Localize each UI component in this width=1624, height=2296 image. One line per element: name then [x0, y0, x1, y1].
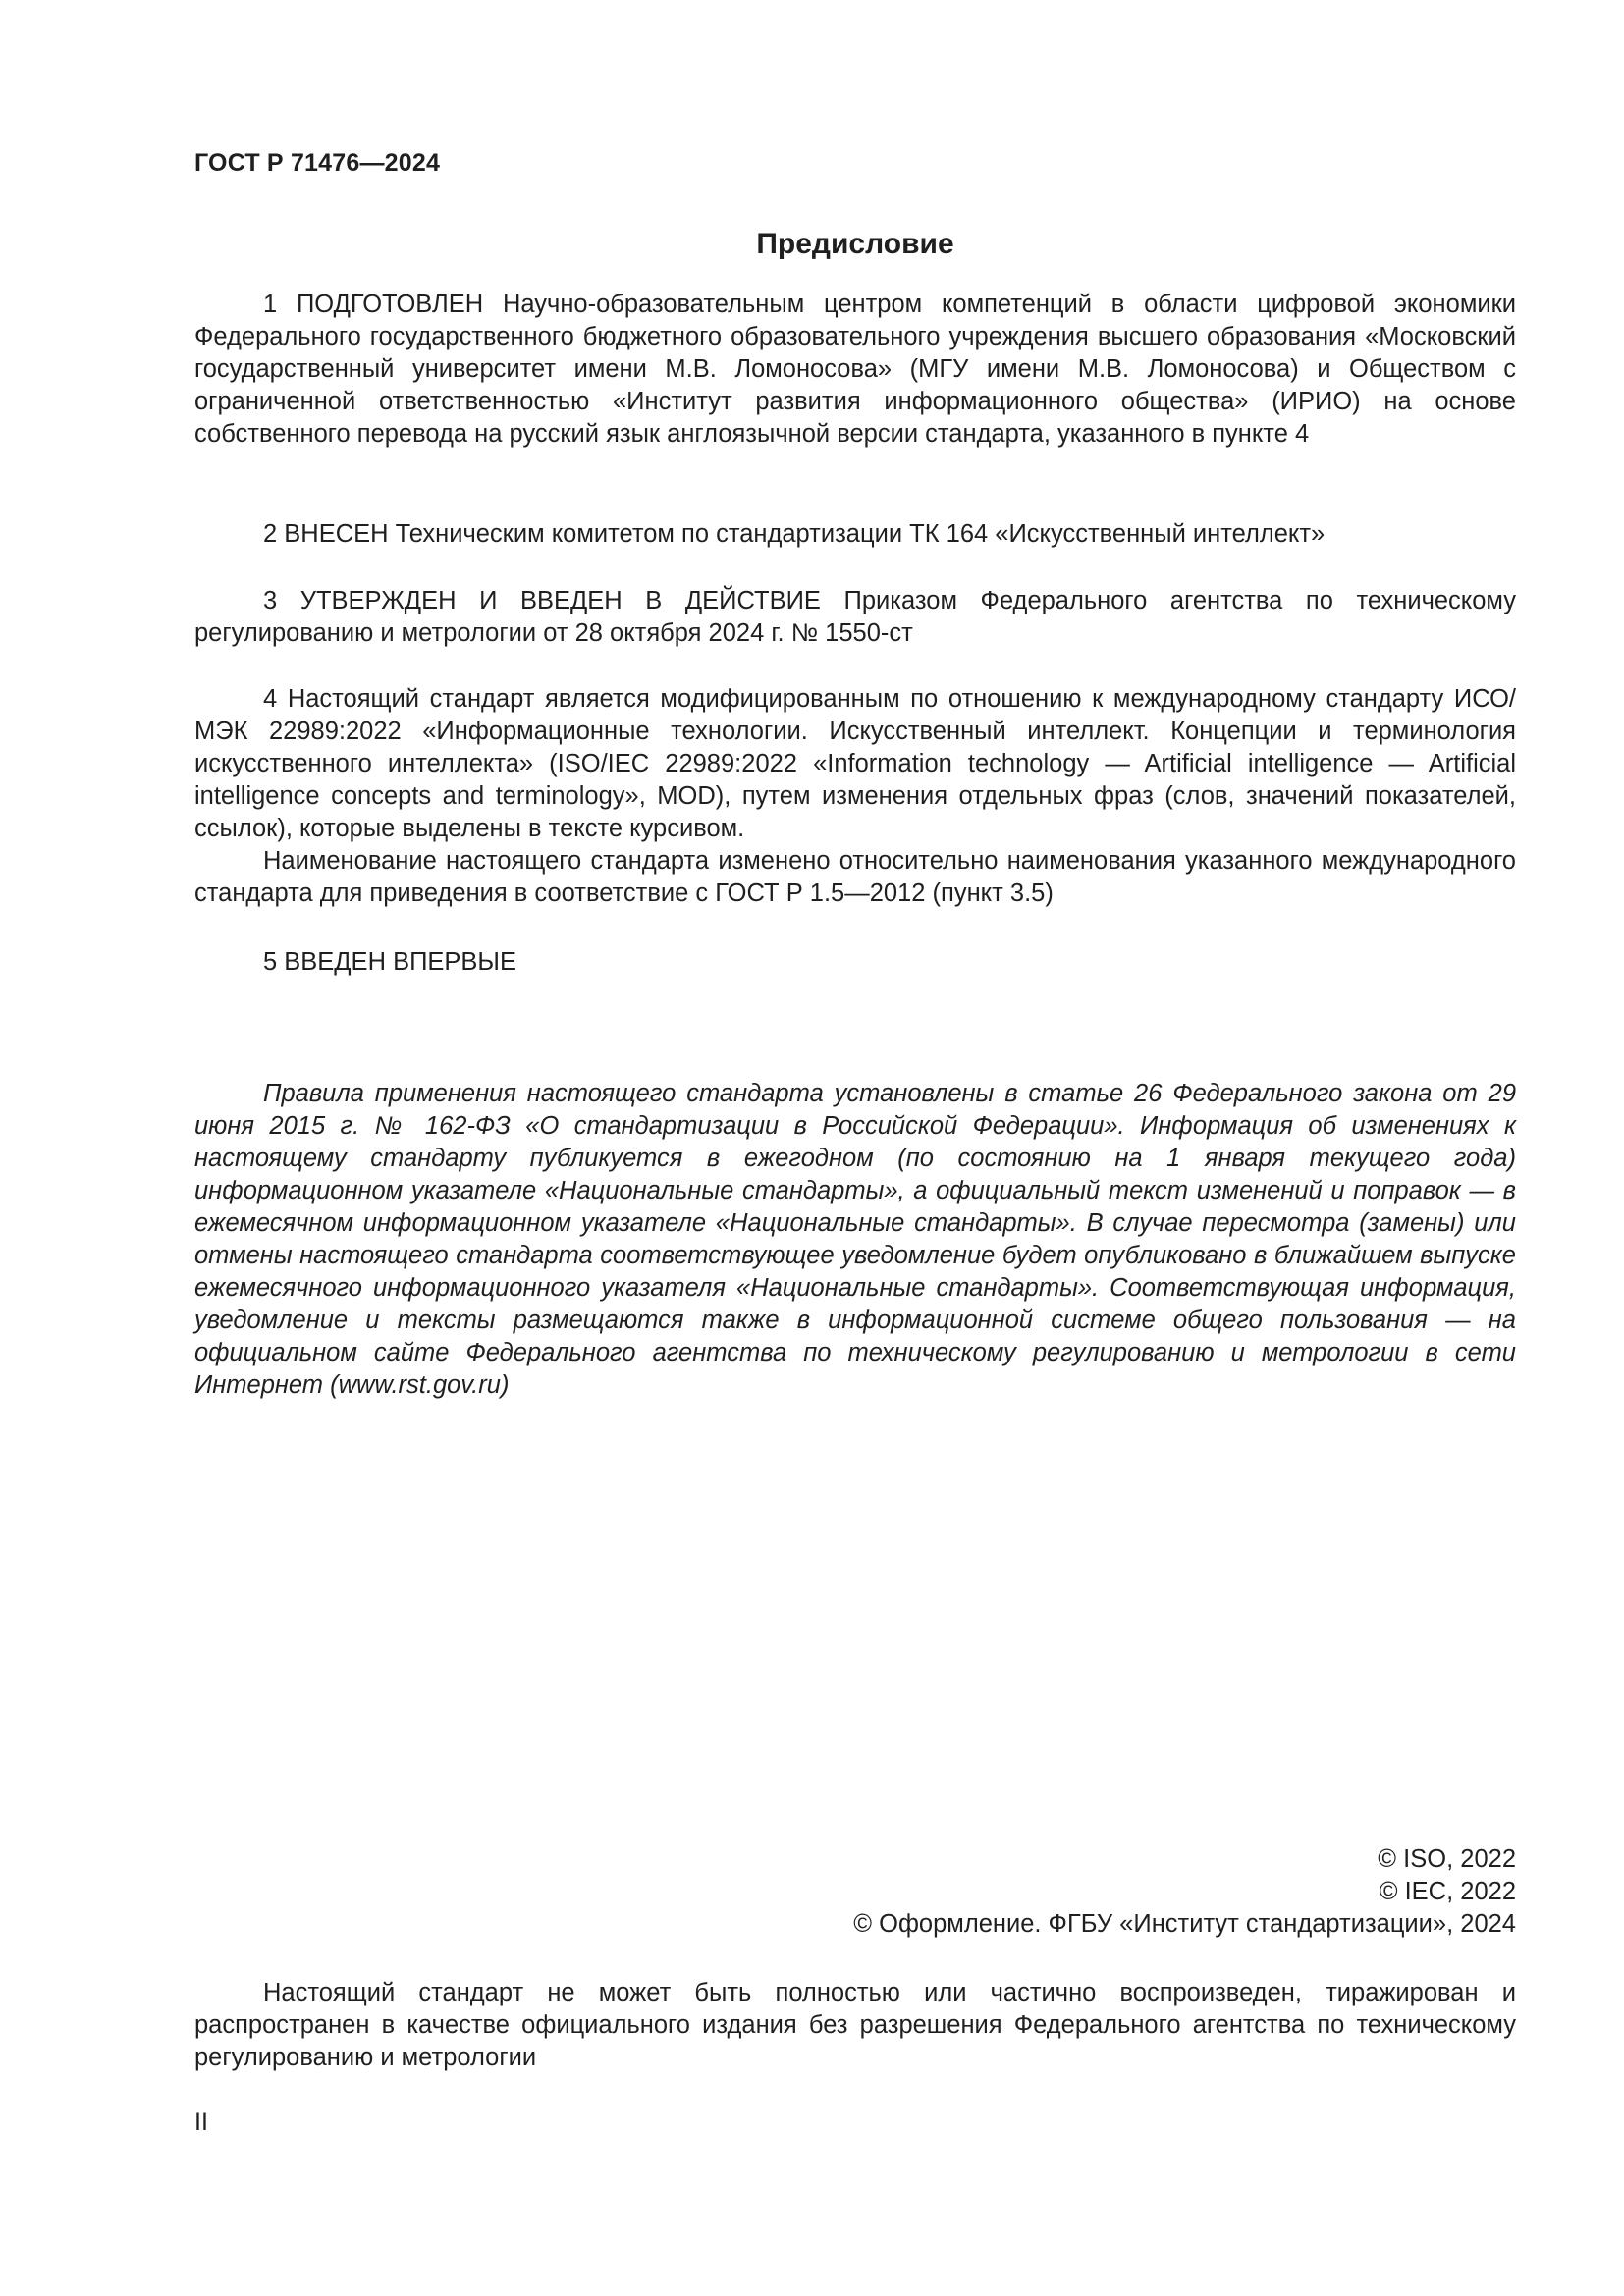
- application-rules-notice: [194, 1078, 1516, 1402]
- section-name-changed-text: Наименование настоящего стандарта изменено относительно наименования указанного международного стандарта для приведения в соответствие с ГОСТ Р 1.5—2012 (пункт 3.5): [194, 847, 1516, 907]
- section-approved-text: 3 УТВЕРЖДЕН И ВВЕДЕН В ДЕЙСТВИЕ Приказом Федерального агентства по техническому регулированию и метрологии от 28 октября 2024 г. № 1550-ст: [194, 587, 1516, 647]
- reproduction-notice-text: Настоящий стандарт не может быть полностью или частично воспроизведен, тиражирован и распространен в качестве официального издания без разрешения Федерального агентства по техническому регулированию и метрологии: [194, 1979, 1516, 2071]
- section-approved: [194, 585, 1516, 650]
- section-modified-text: 4 Настоящий стандарт является модифицированным по отношению к международному стандарту ИСО/МЭК 22989:2022 «Информационные технологии. Искусственный интеллект. Концепции и терминология искусственного интеллекта» (ISO/IEC 22989:2022 «Information technology — Artificial intelligence — Artificial intelligence concepts and terminology», MOD), путем изменения отдельных фраз (слов, значений показателей, ссылок), которые выделены в тексте курсивом.: [194, 685, 1516, 842]
- section-introduced: [194, 946, 1516, 979]
- section-modified: [194, 683, 1516, 910]
- copyright-block: [853, 1843, 1516, 1941]
- section-prepared: [194, 289, 1516, 451]
- application-rules-text: Правила применения настоящего стандарта установлены в статье 26 Федерального закона от 29 июня 2015 г. № 162-ФЗ «О стандартизации в Российской Федерации». Информация об изменениях к настоящему стандарту публикуется в ежегодном (по состоянию на 1 января текущего года) информационном указателе «Национальные стандарты», а официальный текст изменений и поправок — в ежемесячном информационном указателе «Национальные стандарты». В случае пересмотра (замены) или отмены настоящего стандарта соответствующее уведомление будет опубликовано в ближайшем выпуске ежемесячного информационного указателя «Национальные стандарты». Соответствующая информация, уведомление и тексты размещаются также в информационной системе общего пользования — на официальном сайте Федерального агентства по техническому регулированию и метрологии в сети Интернет (www.rst.gov.ru): [194, 1080, 1516, 1399]
- section-prepared-text: 1 ПОДГОТОВЛЕН Научно-образовательным центром компетенций в области цифровой экономики Федерального государственного бюджетного образовательного учреждения высшего образования «Московский государственный университет имени М.В. Ломоносова» (МГУ имени М.В. Ломоносова) и Обществом с ограниченной ответственностью «Институт развития информационного общества» (ИРИО) на основе собственного перевода на русский язык англоязычной версии стандарта, указанного в пункте 4: [194, 291, 1516, 448]
- page-title: Предисловие: [756, 228, 954, 260]
- section-introduced-text: 5 ВВЕДЕН ВПЕРВЫЕ: [263, 948, 517, 976]
- copyright-iec: © IEC, 2022: [1379, 1878, 1516, 1905]
- page-number: II: [194, 2109, 208, 2136]
- section-submitted: [194, 518, 1516, 551]
- document-code: ГОСТ Р 71476—2024: [194, 149, 441, 177]
- copyright-design: © Оформление. ФГБУ «Институт стандартизации», 2024: [853, 1910, 1516, 1938]
- reproduction-notice: [194, 1977, 1516, 2074]
- copyright-iso: © ISO, 2022: [1378, 1845, 1516, 1873]
- section-submitted-text: 2 ВНЕСЕН Техническим комитетом по стандартизации ТК 164 «Искусственный интеллект»: [263, 520, 1326, 548]
